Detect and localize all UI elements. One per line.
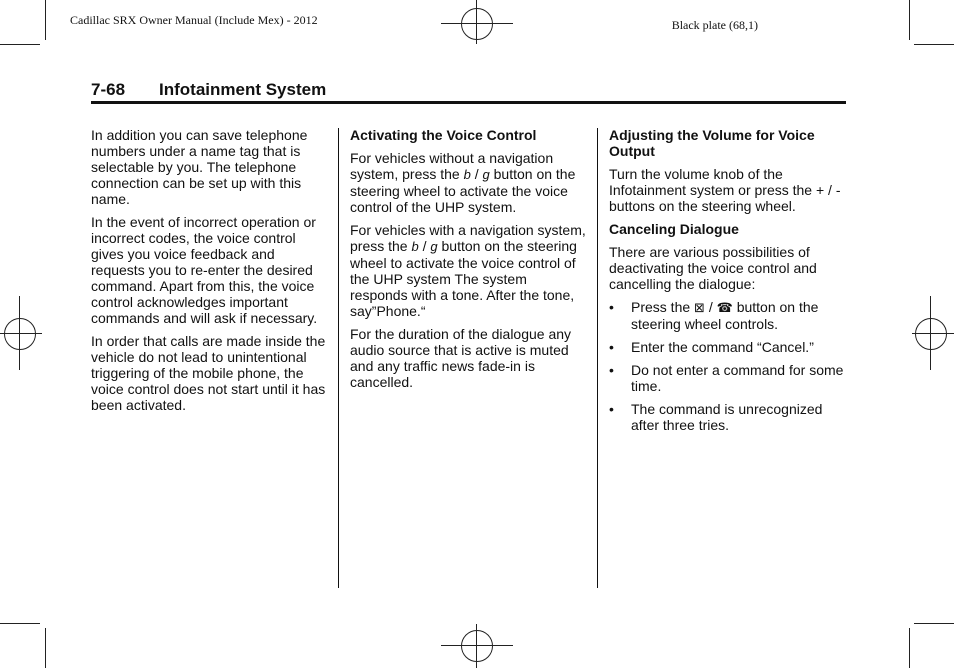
- column-1: [91, 127, 331, 420]
- column-3: [609, 127, 846, 440]
- phone-icon: b: [411, 239, 419, 254]
- phone-icon: b: [463, 167, 471, 182]
- voice-icon: g: [482, 167, 490, 182]
- list-item: • Enter the command “Cancel.”: [609, 339, 814, 355]
- paragraph: In the event of incorrect operation or incorrect codes, the voice control gives you voice feedback and requests you to re-enter the desired command. Apart from this, the voice control acknowledges important commands and will ask if necessary.: [91, 214, 318, 326]
- paragraph: In order that calls are made inside the vehicle do not lead to unintentional triggering of the mobile phone, the voice control does not start until it has been activated.: [91, 333, 326, 413]
- paragraph: For vehicles without a navigation system, press the b / g button on the steering wheel to activate the voice control of the UHP system.: [350, 150, 576, 215]
- list-item: • Do not enter a command for some time.: [609, 362, 844, 394]
- voice-icon: g: [430, 239, 438, 254]
- crop-mark-tr-v: [909, 0, 910, 40]
- crop-mark-bl-v: [45, 628, 46, 668]
- paragraph: For vehicles with a navigation system, press the b / g button on the steering wheel to activate the voice control of the UHP system The system responds with a tone. After the tone, say”Phone.“: [350, 222, 586, 319]
- crop-mark-tl-v: [45, 0, 46, 40]
- paragraph: There are various possibilities of deactivating the voice control and cancelling the dialogue:: [609, 244, 817, 292]
- cancel-options-list: [609, 299, 846, 433]
- page-number: 7-68: [91, 80, 126, 99]
- list-item: • The command is unrecognized after three tries.: [609, 401, 823, 433]
- hang-up-icon: ☎: [716, 300, 733, 315]
- mute-icon: ⊠: [694, 300, 705, 315]
- crop-mark-tr-h: [914, 44, 954, 45]
- heading-canceling-dialogue: Canceling Dialogue: [609, 221, 739, 237]
- list-item: • Press the ⊠ / ☎ button on the steering wheel controls.: [609, 299, 819, 332]
- crop-mark-tl-h: [0, 44, 40, 45]
- crop-mark-bl-h: [0, 623, 40, 624]
- crop-mark-br-h: [914, 623, 954, 624]
- book-title: Cadillac SRX Owner Manual (Include Mex) - 2012: [70, 13, 318, 27]
- section-rule: [91, 101, 846, 104]
- heading-adjusting-volume: Adjusting the Volume for Voice Output: [609, 127, 815, 159]
- column-2: [350, 127, 586, 397]
- column-divider: [597, 128, 598, 588]
- plate-label: Black plate (68,1): [671, 18, 758, 32]
- section-heading: [91, 80, 326, 100]
- crop-mark-br-v: [909, 628, 910, 668]
- column-divider: [338, 128, 339, 588]
- paragraph: Turn the volume knob of the Infotainment system or press the + / - buttons on the steering wheel.: [609, 166, 841, 214]
- paragraph: For the duration of the dialogue any audio source that is active is muted and any traffic news fade-in is cancelled.: [350, 326, 572, 390]
- section-title: Infotainment System: [159, 80, 327, 99]
- heading-activating-voice-control: Activating the Voice Control: [350, 127, 537, 143]
- paragraph: In addition you can save telephone numbers under a name tag that is selectable by you. The telephone connection can be set up with this name.: [91, 127, 308, 207]
